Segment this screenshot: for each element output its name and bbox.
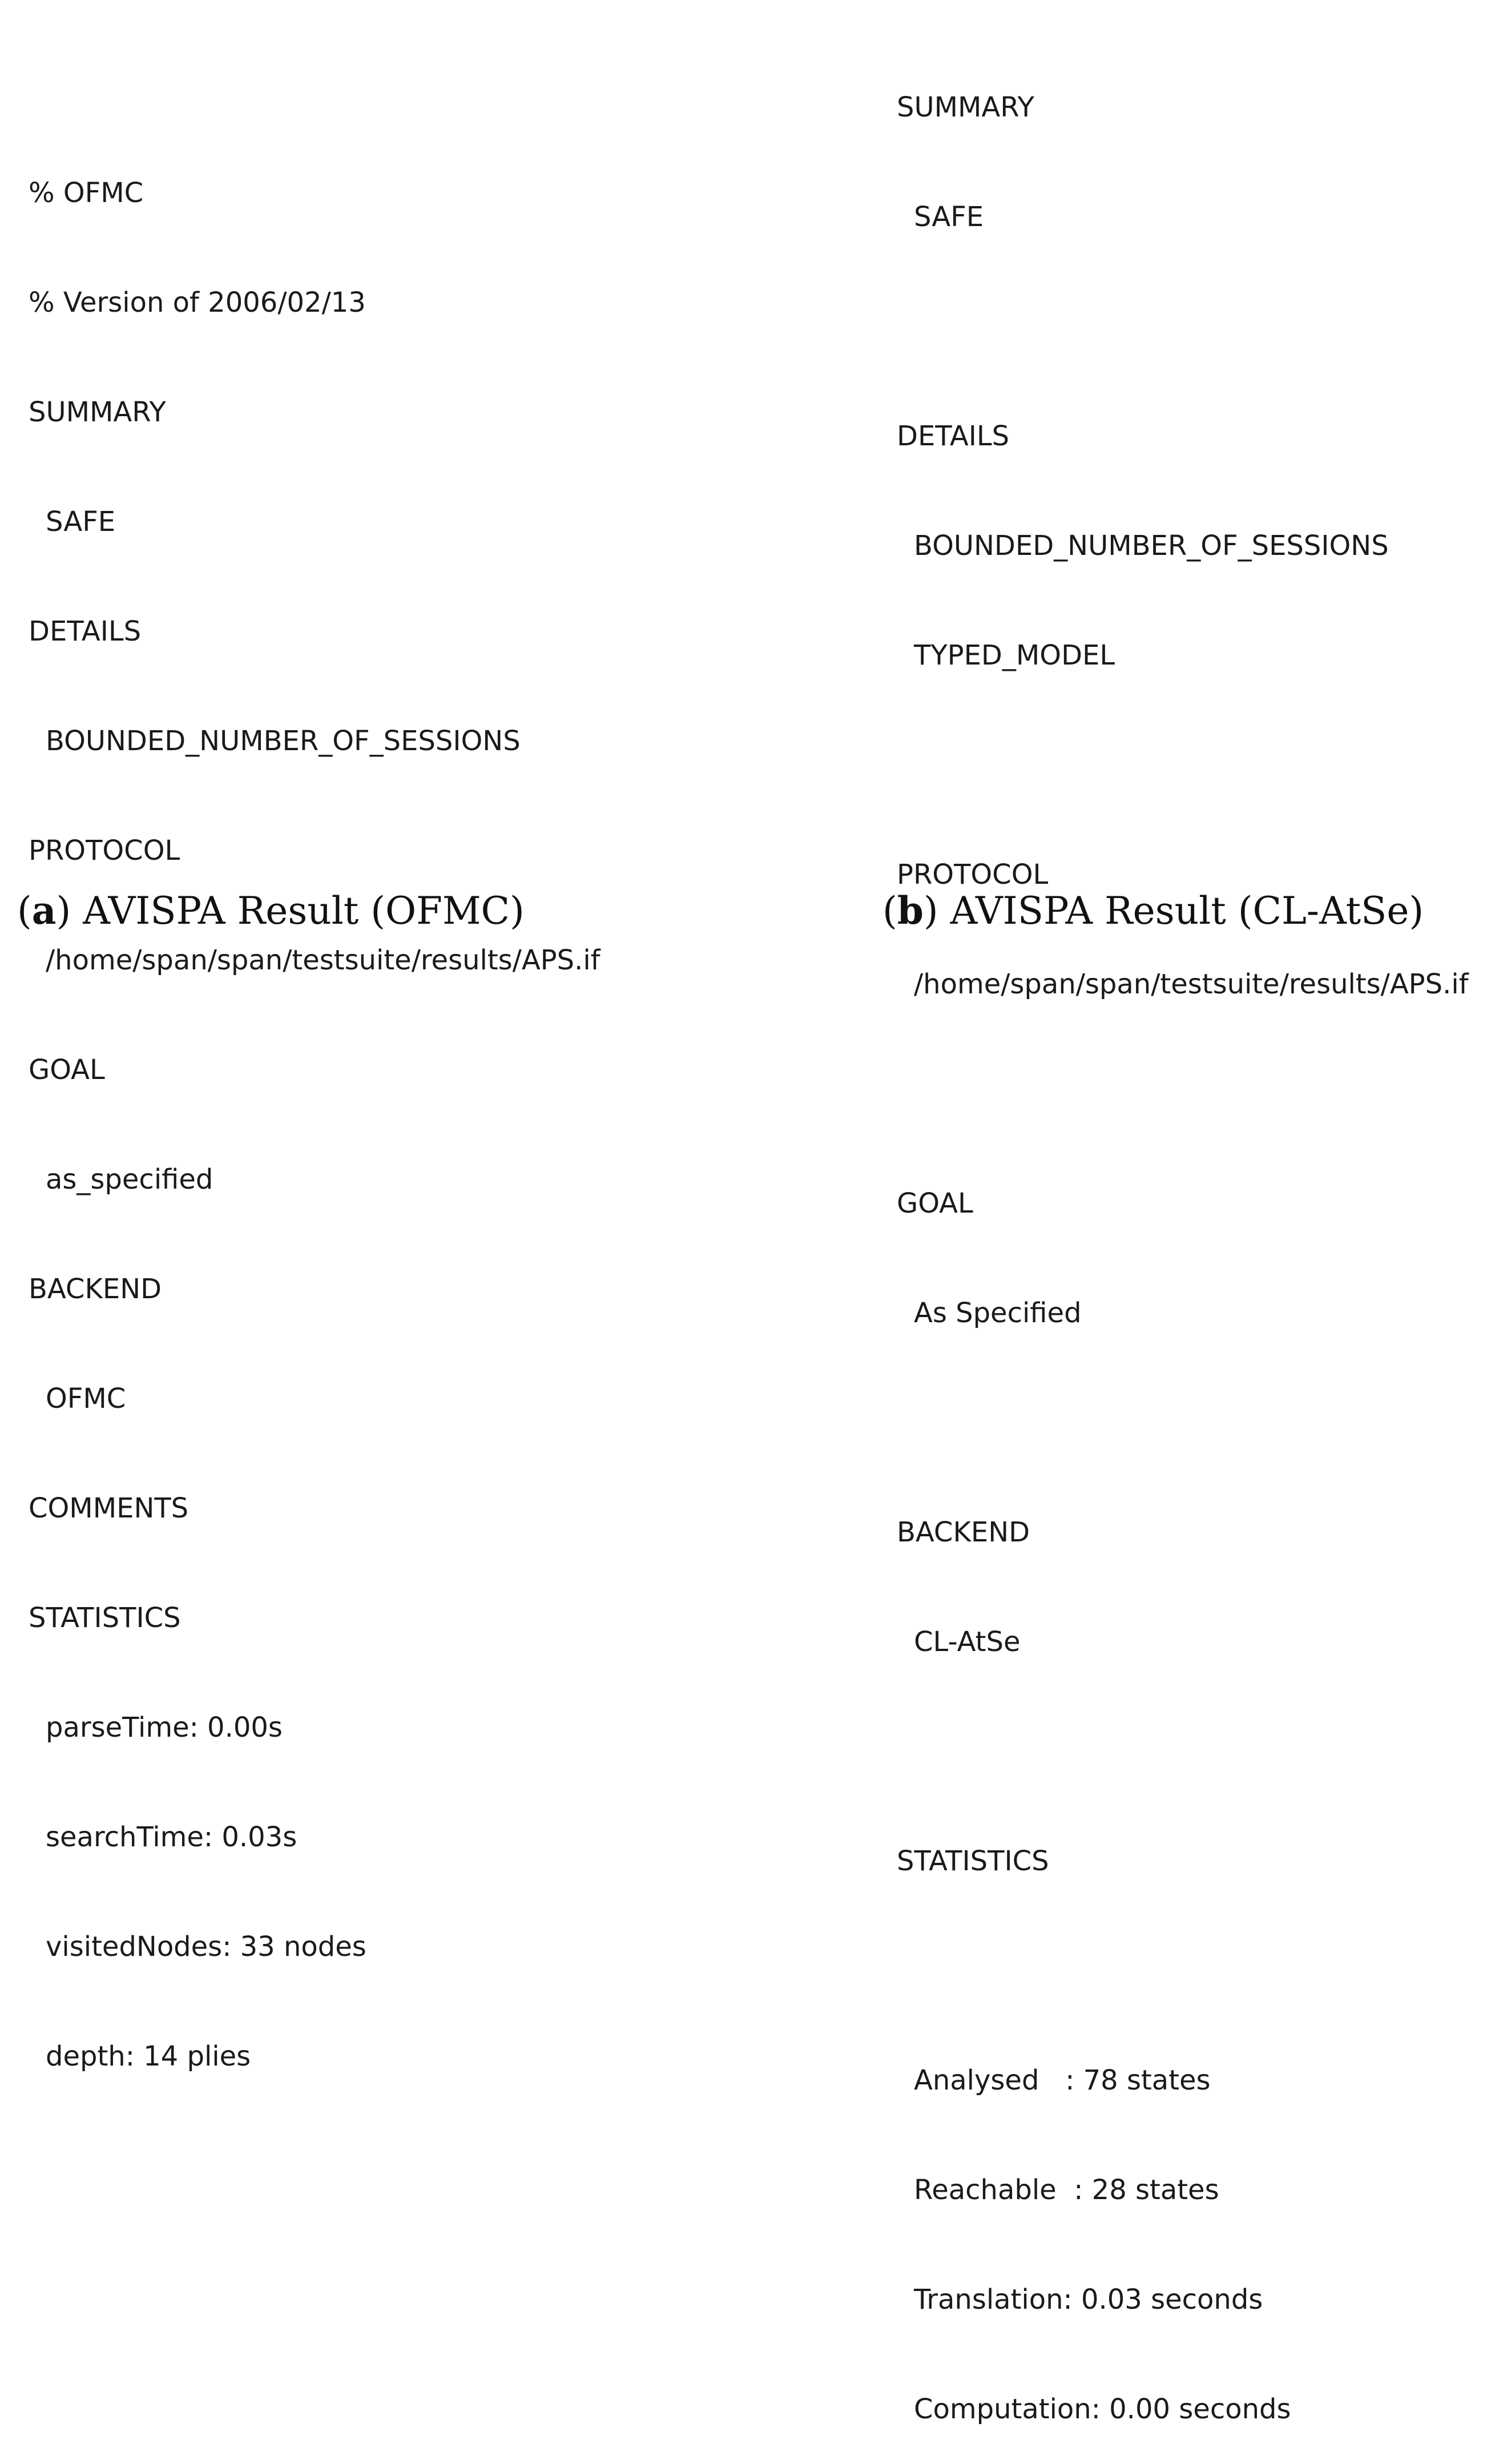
goal-value: As Specified — [914, 1297, 1082, 1329]
summary-label: SUMMARY — [29, 396, 166, 428]
backend-value: CL-AtSe — [914, 1626, 1021, 1658]
details-value: BOUNDED_NUMBER_OF_SESSIONS — [914, 530, 1389, 562]
ofmc-result-panel — [29, 102, 601, 2111]
stat-line: visitedNodes: 33 nodes — [46, 1931, 366, 1963]
version-line: % Version of 2006/02/13 — [29, 287, 366, 319]
details-label: DETAILS — [897, 420, 1010, 452]
blank-line — [897, 308, 1469, 345]
stat-line: parseTime: 0.00s — [46, 1712, 283, 1744]
goal-label: GOAL — [897, 1187, 973, 1219]
stat-line: searchTime: 0.03s — [46, 1821, 297, 1853]
statistics-label: STATISTICS — [897, 1845, 1049, 1877]
details-value: TYPED_MODEL — [914, 639, 1115, 671]
caption-b-text: AVISPA Result (CL-AtSe) — [950, 889, 1424, 933]
stat-line: Analysed : 78 states — [914, 2064, 1211, 2096]
caption-b-letter: b — [897, 888, 924, 933]
stat-line: Reachable : 28 states — [914, 2174, 1219, 2206]
blank-line — [897, 1076, 1469, 1112]
blank-line — [897, 1952, 1469, 1989]
protocol-value: /home/span/span/testsuite/results/APS.if — [46, 944, 601, 976]
stat-line: Translation: 0.03 seconds — [914, 2284, 1263, 2316]
details-value: BOUNDED_NUMBER_OF_SESSIONS — [46, 725, 521, 757]
ofmc-header-line: % OFMC — [29, 177, 144, 209]
goal-label: GOAL — [29, 1054, 105, 1086]
comments-label: COMMENTS — [29, 1492, 189, 1524]
clatse-result-panel — [897, 16, 1469, 2464]
summary-value: SAFE — [46, 506, 116, 538]
caption-a-text: AVISPA Result (OFMC) — [83, 889, 525, 933]
statistics-label: STATISTICS — [29, 1602, 181, 1634]
blank-line — [897, 1404, 1469, 1441]
caption-a-letter: a — [31, 888, 57, 933]
summary-label: SUMMARY — [897, 91, 1034, 123]
caption-b: (b) AVISPA Result (CL-AtSe) — [882, 888, 1424, 933]
details-label: DETAILS — [29, 615, 142, 647]
summary-value: SAFE — [914, 201, 984, 233]
backend-value: OFMC — [46, 1383, 126, 1415]
goal-value: as_specified — [46, 1163, 213, 1195]
protocol-value: /home/span/span/testsuite/results/APS.if — [914, 968, 1469, 1000]
backend-label: BACKEND — [897, 1516, 1030, 1548]
backend-label: BACKEND — [29, 1273, 162, 1305]
protocol-label: PROTOCOL — [29, 835, 180, 867]
stat-line: depth: 14 plies — [46, 2040, 251, 2072]
blank-line — [897, 747, 1469, 783]
stat-line: Computation: 0.00 seconds — [914, 2393, 1291, 2425]
blank-line — [897, 1733, 1469, 1770]
protocol-label: PROTOCOL — [897, 859, 1049, 891]
caption-a: (a) AVISPA Result (OFMC) — [17, 888, 525, 933]
